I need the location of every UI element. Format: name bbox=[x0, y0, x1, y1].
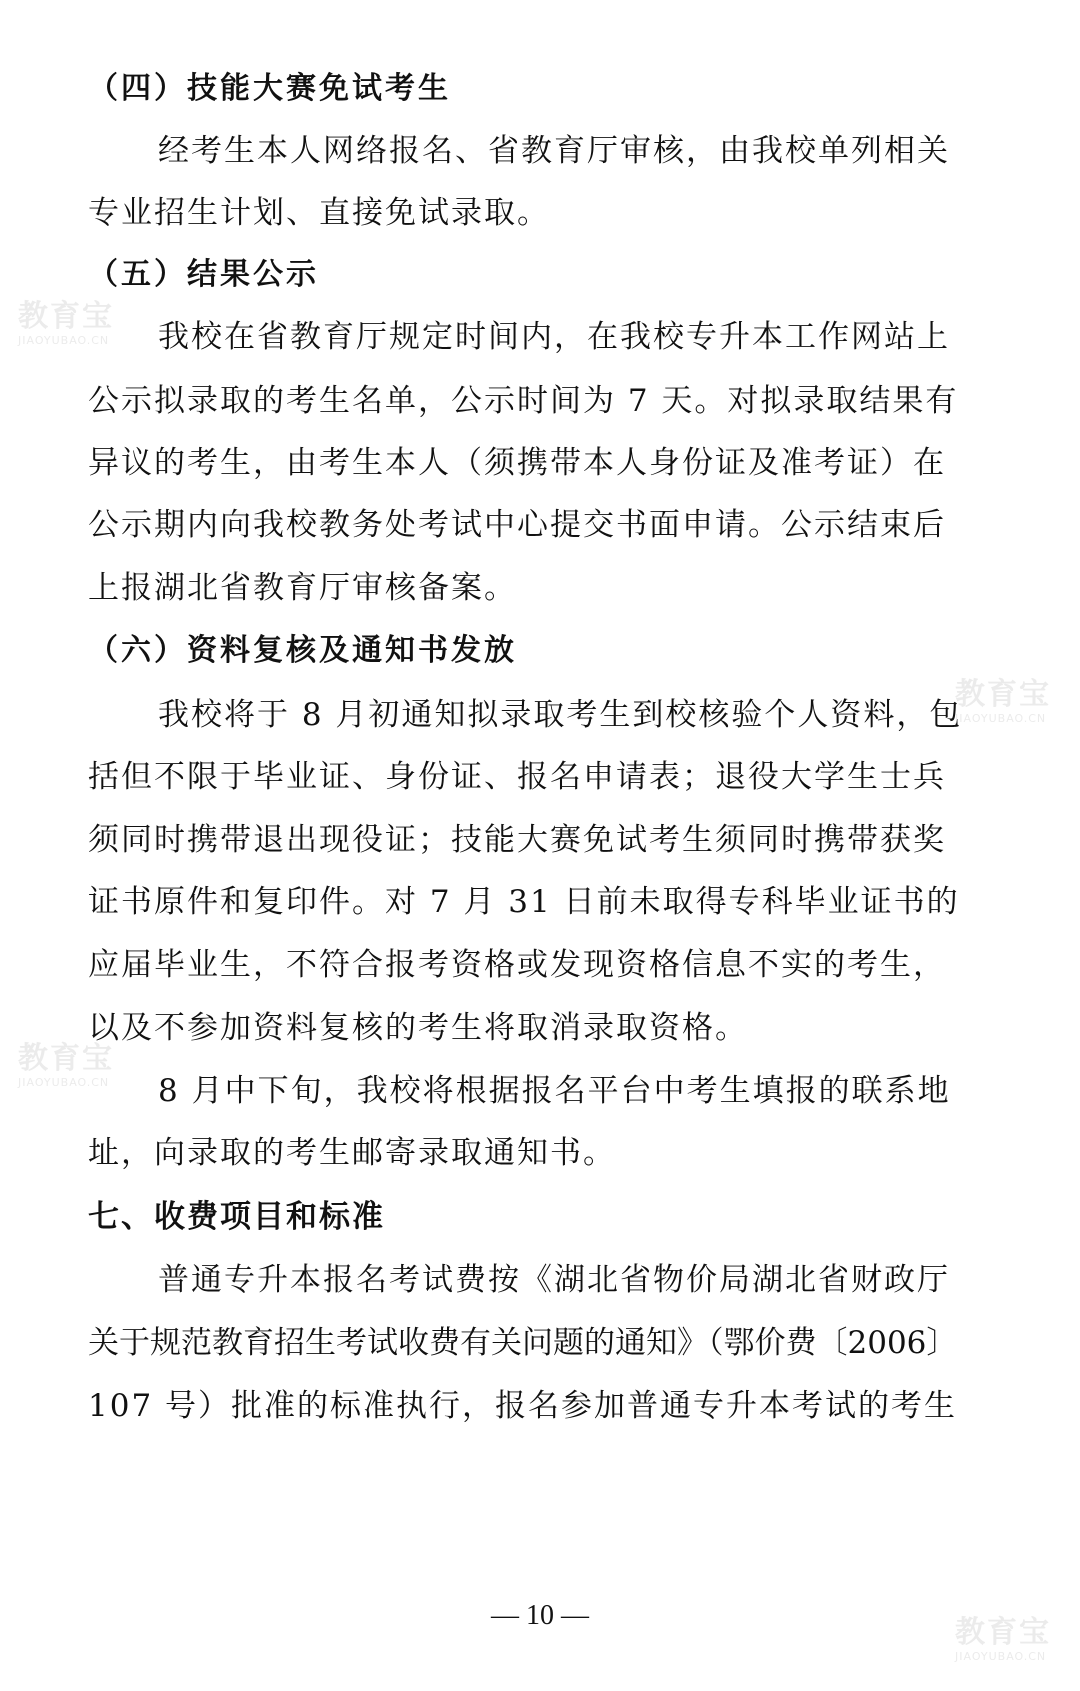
paragraph-line: 须同时携带退出现役证；技能大赛免试考生须同时携带获奖 bbox=[88, 822, 946, 858]
paragraph-line: 普通专升本报名考试费按《湖北省物价局湖北省财政厅 bbox=[158, 1262, 950, 1298]
watermark-cn: 教育宝 bbox=[18, 1041, 114, 1076]
paragraph-line: 公示拟录取的考生名单，公示时间为 7 天。对拟录取结果有 bbox=[88, 383, 959, 419]
watermark-en: JIAOYUBAO.CN bbox=[955, 712, 1047, 725]
watermark-logo bbox=[955, 678, 1065, 734]
paragraph-line: 址，向录取的考生邮寄录取通知书。 bbox=[88, 1135, 616, 1171]
paragraph-line: 8 月中下旬，我校将根据报名平台中考生填报的联系地 bbox=[158, 1073, 951, 1109]
watermark-cn: 教育宝 bbox=[955, 1615, 1051, 1650]
subheading-review-and-notice: （六）资料复核及通知书发放 bbox=[88, 633, 517, 668]
paragraph-line: 经考生本人网络报名、省教育厅审核，由我校单列相关 bbox=[158, 133, 950, 169]
watermark-logo bbox=[18, 300, 128, 356]
paragraph-line: 107 号）批准的标准执行，报名参加普通专升本考试的考生 bbox=[88, 1388, 958, 1424]
paragraph-line: 专业招生计划、直接免试录取。 bbox=[88, 195, 550, 231]
watermark-en: JIAOYUBAO.CN bbox=[18, 334, 110, 347]
paragraph-line: 上报湖北省教育厅审核备案。 bbox=[88, 570, 517, 606]
paragraph-line: 证书原件和复印件。对 7 月 31 日前未取得专科毕业证书的 bbox=[88, 884, 960, 920]
section-heading-fees: 七、收费项目和标准 bbox=[88, 1199, 385, 1235]
paragraph-line: 括但不限于毕业证、身份证、报名申请表；退役大学生士兵 bbox=[88, 759, 946, 795]
paragraph-line: 关于规范教育招生考试收费有关问题的通知》（鄂价费〔2006〕 bbox=[88, 1325, 958, 1361]
paragraph-line: 公示期内向我校教务处考试中心提交书面申请。公示结束后 bbox=[88, 507, 946, 543]
paragraph-line: 应届毕业生，不符合报考资格或发现资格信息不实的考生， bbox=[88, 947, 946, 983]
paragraph-line: 以及不参加资料复核的考生将取消录取资格。 bbox=[88, 1010, 748, 1046]
page-number: — 10 — bbox=[491, 1600, 589, 1631]
watermark-cn: 教育宝 bbox=[955, 677, 1051, 712]
paragraph-line: 我校将于 8 月初通知拟录取考生到校核验个人资料，包 bbox=[158, 697, 963, 733]
watermark-logo bbox=[955, 1616, 1065, 1672]
subheading-result-publicity: （五）结果公示 bbox=[88, 257, 319, 292]
watermark-logo bbox=[18, 1042, 128, 1098]
paragraph-line: 异议的考生，由考生本人（须携带本人身份证及准考证）在 bbox=[88, 445, 946, 481]
watermark-en: JIAOYUBAO.CN bbox=[955, 1650, 1047, 1663]
watermark-cn: 教育宝 bbox=[18, 299, 114, 334]
subheading-skills-competition: （四）技能大赛免试考生 bbox=[88, 71, 451, 106]
paragraph-line: 我校在省教育厅规定时间内，在我校专升本工作网站上 bbox=[158, 319, 950, 355]
watermark-en: JIAOYUBAO.CN bbox=[18, 1076, 110, 1089]
